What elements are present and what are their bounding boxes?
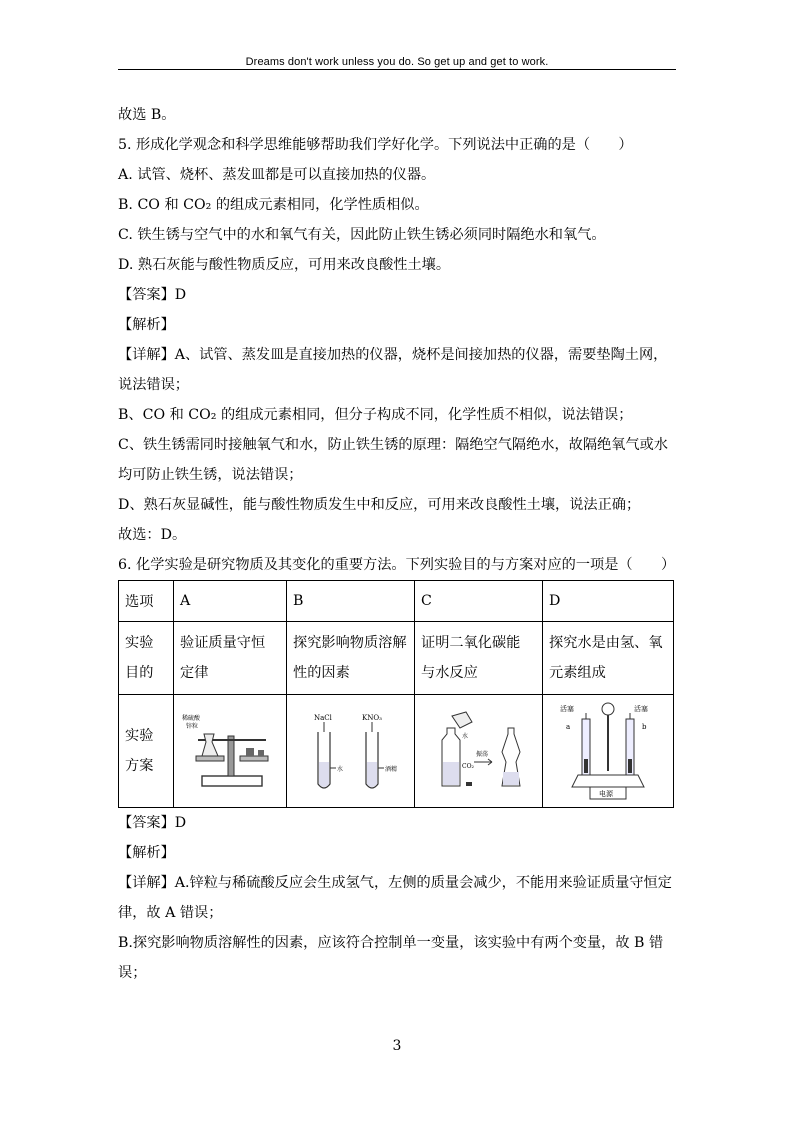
analysis-label: 【解析】 [118, 845, 175, 861]
detail-line: B、CO 和 CO₂ 的组成元素相同，但分子构成不同，化学性质不相似，说法错误； [118, 407, 633, 423]
purpose-text: 元素组成 [549, 665, 606, 681]
options-table [118, 580, 674, 808]
fig-label: 电源 [599, 790, 613, 798]
option-d: D. 熟石灰能与酸性物质反应，可用来改良酸性土壤。 [118, 257, 451, 273]
text-line: 故选 B。 [118, 107, 176, 123]
fig-label: KNO₃ [361, 714, 382, 722]
table-cell [287, 622, 415, 695]
detail-line: B.探究影响物质溶解性的因素，应该符合控制单一变量，该实验中有两个变量，故 B 错 [118, 935, 664, 951]
table-row [119, 622, 674, 695]
fig-label: 活塞 [560, 705, 574, 713]
fig-label: 锌粒 [186, 723, 199, 730]
table-cell: 选项 [119, 581, 174, 622]
row-label: 目的 [125, 665, 154, 681]
question-6-stem: 6. 化学实验是研究物质及其变化的重要方法。下列实验目的与方案对应的一项是（ ） [118, 557, 676, 573]
table-cell: D [543, 581, 674, 622]
table-cell [543, 695, 674, 808]
fig-label: 酒精 [384, 766, 397, 773]
purpose-text: 探究影响物质溶解 [293, 635, 407, 651]
option-a: A. 试管、烧杯、蒸发皿都是可以直接加热的仪器。 [118, 167, 436, 183]
detail-line: 【详解】A.锌粒与稀硫酸反应会生成氢气，左侧的质量会减少，不能用来验证质量守恒定 [118, 875, 672, 891]
table-cell [174, 622, 287, 695]
option-b: B. CO 和 CO₂ 的组成元素相同，化学性质相似。 [118, 197, 429, 213]
purpose-text: 验证质量守恒 [180, 635, 266, 651]
detail-line: 说法错误； [118, 377, 189, 393]
detail-line: C、铁生锈需同时接触氧气和水，防止铁生锈的原理：隔绝空气隔绝水，故隔绝氧气或水 [118, 437, 668, 453]
table-cell: A [174, 581, 287, 622]
row-label: 实验 [125, 635, 154, 651]
table-cell [119, 695, 174, 808]
table-row [119, 695, 674, 808]
row-label: 方案 [125, 758, 154, 774]
fig-label: 稀硫酸 [182, 715, 201, 722]
purpose-text: 证明二氧化碳能 [421, 635, 521, 651]
table-cell [174, 695, 287, 808]
solubility-experiment-figure [296, 706, 406, 796]
row-label: 实验 [125, 728, 154, 744]
fig-label: 水 [461, 733, 468, 740]
table-cell: B [287, 581, 415, 622]
analysis-label: 【解析】 [118, 317, 175, 333]
co2-experiment-figure [424, 706, 534, 796]
table-row [119, 581, 674, 622]
fig-label: CO₂ [461, 763, 474, 770]
answer-label: 【答案】D [118, 815, 187, 831]
question-5-stem: 5. 形成化学观念和科学思维能够帮助我们学好化学。下列说法中正确的是（ ） [118, 137, 633, 153]
detail-line: 律，故 A 错误； [118, 905, 223, 921]
table-cell: C [415, 581, 543, 622]
document-body [118, 100, 676, 988]
fig-label: b [642, 723, 647, 731]
fig-label: 振荡 [475, 751, 488, 758]
purpose-text: 性的因素 [293, 665, 350, 681]
purpose-text: 与水反应 [421, 665, 478, 681]
table-cell [287, 695, 415, 808]
option-c: C. 铁生锈与空气中的水和氧气有关，因此防止铁生锈必须同时隔绝水和氧气。 [118, 227, 606, 243]
fig-label: NaCl [313, 714, 332, 722]
fig-label: 活塞 [634, 705, 648, 713]
purpose-text: 定律 [180, 665, 209, 681]
answer-label: 【答案】D [118, 287, 187, 303]
table-cell [543, 622, 674, 695]
page-number: 3 [392, 1038, 402, 1054]
fig-label: 水 [336, 766, 343, 773]
electrolysis-experiment-figure [548, 699, 668, 803]
fig-label: a [566, 723, 571, 731]
detail-line: D、熟石灰显碱性，能与酸性物质发生中和反应，可用来改良酸性土壤，说法正确； [118, 497, 641, 513]
table-cell [415, 622, 543, 695]
detail-line: 均可防止铁生锈，说法错误； [118, 467, 303, 483]
detail-line: 【详解】A、试管、蒸发皿是直接加热的仪器，烧杯是间接加热的仪器，需要垫陶土网， [118, 347, 668, 363]
detail-line: 误； [118, 965, 147, 981]
balance-experiment-figure [180, 706, 280, 796]
table-cell [119, 622, 174, 695]
page-header: Dreams don't work unless you do. So get up and get to work. [118, 56, 676, 70]
table-cell [415, 695, 543, 808]
detail-line: 故选：D。 [118, 527, 187, 543]
purpose-text: 探究水是由氢、氧 [549, 635, 663, 651]
